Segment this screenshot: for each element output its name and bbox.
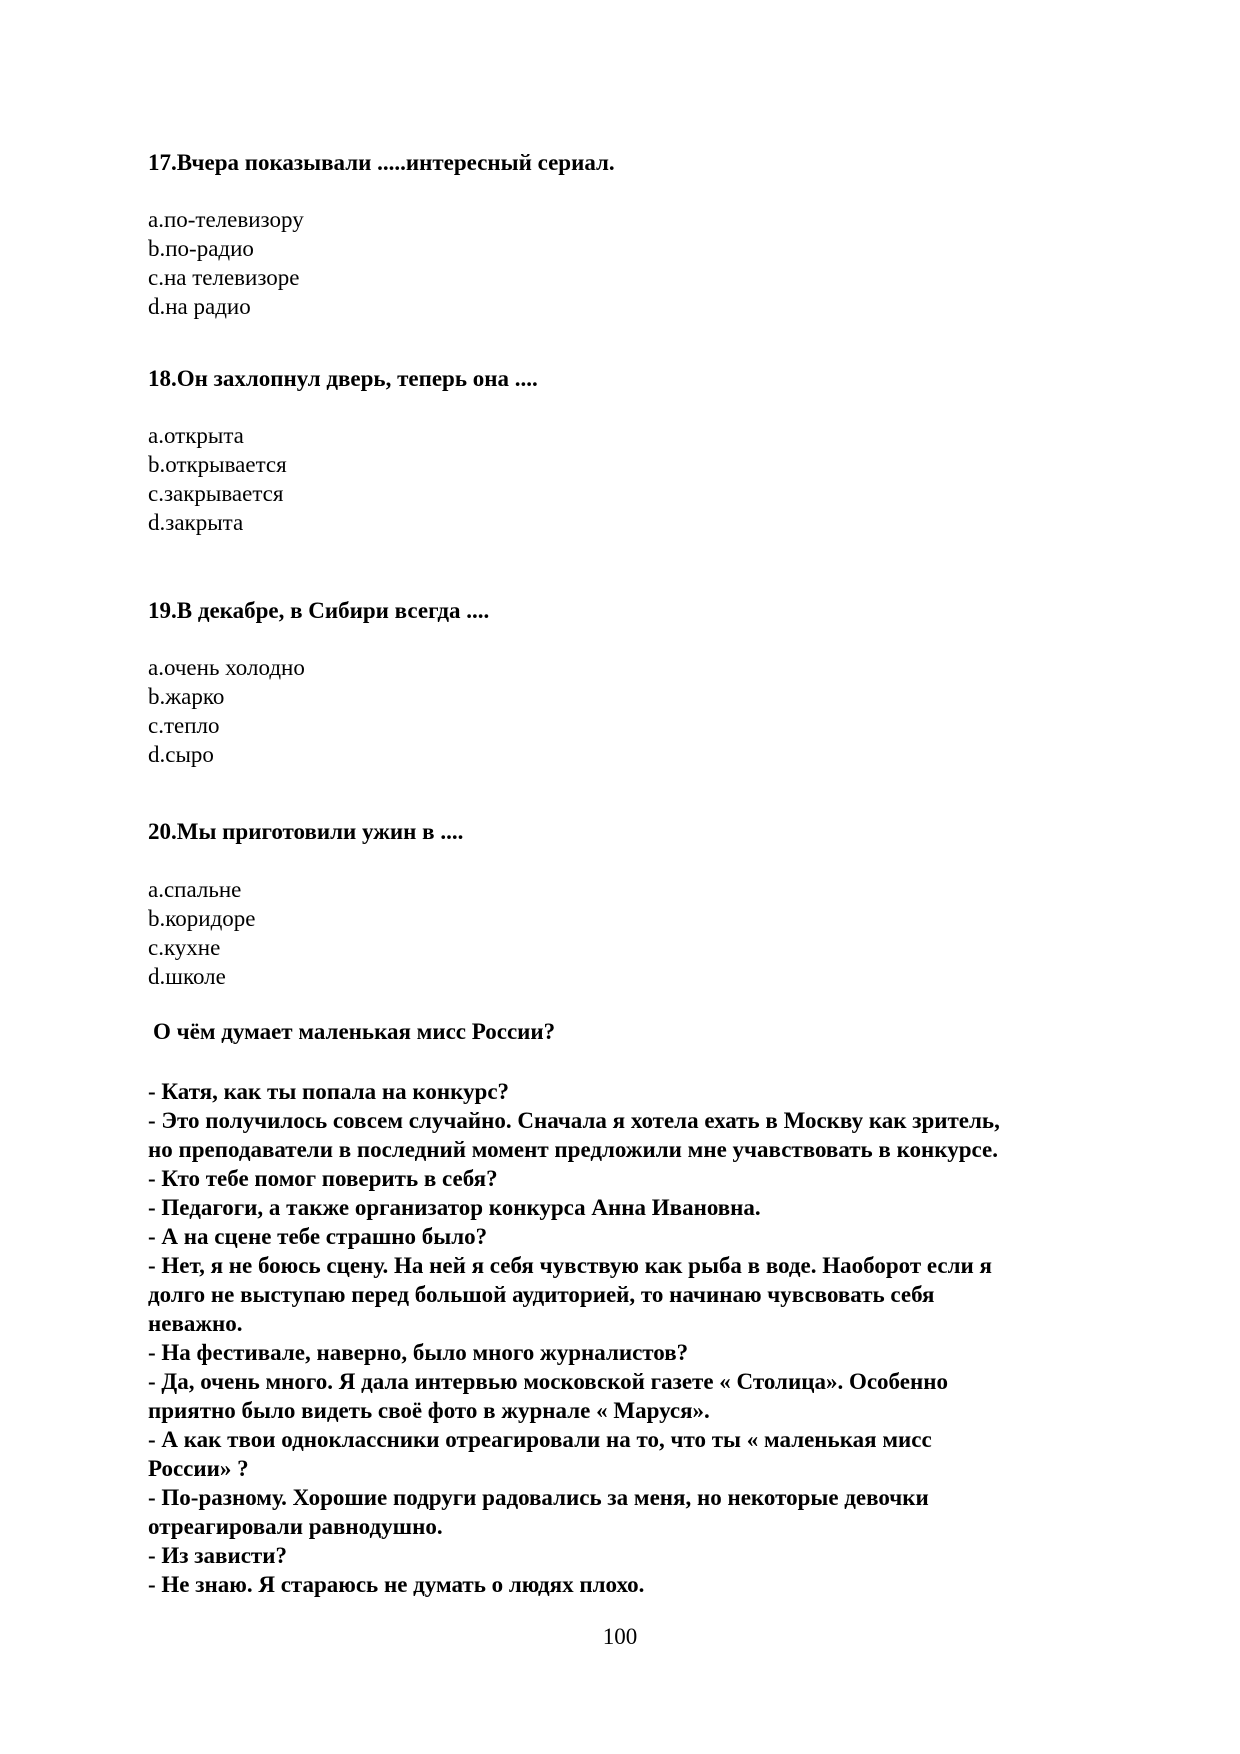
question-17-options [148,205,304,321]
option-a: a.очень холодно [148,655,305,680]
dialog-line: - Да, очень много. Я дала интервью московской газете « Столица». Особенно [148,1369,948,1394]
question-18-title: 18.Он захлопнул дверь, теперь она .... [148,366,538,391]
dialog-line: - Это получилось совсем случайно. Сначала я хотела ехать в Москву как зритель, [148,1108,1000,1133]
option-d: d.закрыта [148,510,244,535]
dialog-line: - Педагоги, а также организатор конкурса Анна Ивановна. [148,1195,761,1220]
option-c: c.закрывается [148,481,284,506]
article-dialog [148,1077,1108,1599]
question-20-options [148,875,255,991]
option-a: a.открыта [148,423,244,448]
option-a: a.спальне [148,877,242,902]
option-b: b.коридоре [148,906,256,931]
option-d: d.школе [148,964,226,989]
dialog-line: неважно. [148,1311,243,1336]
dialog-line: но преподаватели в последний момент предложили мне учавствовать в конкурсе. [148,1137,998,1162]
question-18-options [148,421,287,537]
dialog-line: - Катя, как ты попала на конкурс? [148,1079,510,1104]
page-number: 100 [602,1624,638,1649]
option-b: b.жарко [148,684,225,709]
dialog-line: - Из зависти? [148,1543,287,1568]
option-c: c.на телевизоре [148,265,300,290]
option-a: a.по-телевизору [148,207,304,232]
dialog-line: - По-разному. Хорошие подруги радовались за меня, но некоторые девочки [148,1485,929,1510]
dialog-line: - Нет, я не боюсь сцену. На ней я себя чувствую как рыба в воде. Наоборот если я [148,1253,992,1278]
question-17-title: 17.Вчера показывали .....интересный сериал. [148,150,615,175]
dialog-line: - На фестивале, наверно, было много журналистов? [148,1340,689,1365]
dialog-line: приятно было видеть своё фото в журнале « Маруся». [148,1398,710,1423]
dialog-line: - Не знаю. Я стараюсь не думать о людях плохо. [148,1572,645,1597]
dialog-line: долго не выступаю перед большой аудиторией, то начинаю чувсвовать себя [148,1282,935,1307]
dialog-line: России» ? [148,1456,249,1481]
question-19-title: 19.В декабре, в Сибири всегда .... [148,598,490,623]
article-title: О чём думает маленькая мисс России? [153,1019,556,1044]
dialog-line: отреагировали равнодушно. [148,1514,443,1539]
question-19-options [148,653,305,769]
option-c: c.тепло [148,713,220,738]
option-d: d.на радио [148,294,251,319]
option-b: b.по-радио [148,236,254,261]
option-c: c.кухне [148,935,221,960]
option-d: d.сыро [148,742,214,767]
dialog-line: - Кто тебе помог поверить в себя? [148,1166,498,1191]
question-20-title: 20.Мы приготовили ужин в .... [148,819,464,844]
dialog-line: - А на сцене тебе страшно было? [148,1224,488,1249]
option-b: b.открывается [148,452,287,477]
dialog-line: - А как твои одноклассники отреагировали на то, что ты « маленькая мисс [148,1427,932,1452]
